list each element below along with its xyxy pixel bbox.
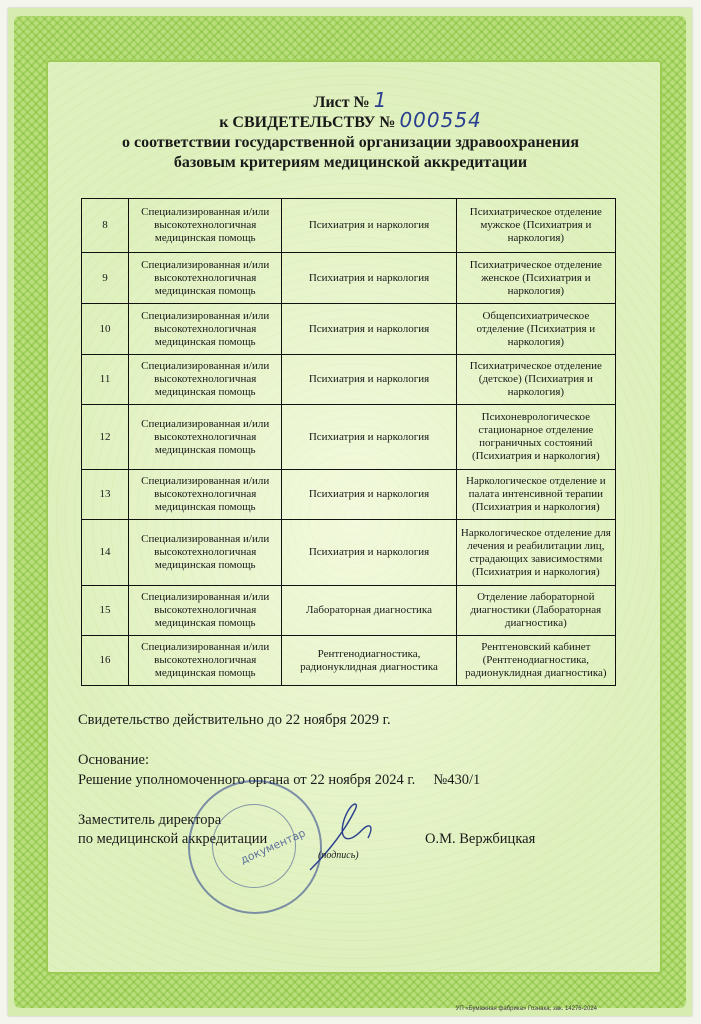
signature-icon [300,790,390,880]
profile-cell: Психиатрия и наркология [282,304,456,355]
row-number: 16 [82,636,129,686]
profile-cell: Психиатрия и наркология [282,355,456,405]
accreditation-table [81,198,616,686]
care-type-cell: Специализированная и/или высокотехнологичная медицинская помощь [129,199,282,253]
basis-label: Основание: [78,752,149,768]
row-number: 14 [82,520,129,586]
row-number: 11 [82,355,129,405]
row-number: 8 [82,199,129,253]
signature-caption: (подпись) [318,850,359,861]
table-row [82,405,616,470]
print-note: УП «Бумажная фабрика» Гознака, зак. 14276-2024 [455,1006,597,1012]
department-cell: Психиатрическое отделение женское (Психиатрия и наркология) [456,253,615,304]
profile-cell: Психиатрия и наркология [282,253,456,304]
department-cell: Психоневрологическое стационарное отделение пограничных состояний (Психиатрия и наркология) [456,405,615,470]
table-row [82,636,616,686]
care-type-cell: Специализированная и/или высокотехнологичная медицинская помощь [129,304,282,355]
row-number: 12 [82,405,129,470]
profile-cell: Лабораторная диагностика [282,586,456,636]
row-number: 15 [82,586,129,636]
basis-decision: Решение уполномоченного органа от 22 ноября 2024 г. [78,772,416,788]
department-cell: Психиатрическое отделение (детское) (Психиатрия и наркология) [456,355,615,405]
certificate-number-handwritten: 000554 [399,108,482,132]
table-row [82,470,616,520]
department-cell: Отделение лабораторной диагностики (Лабораторная диагностика) [456,586,615,636]
care-type-cell: Специализированная и/или высокотехнологичная медицинская помощь [129,253,282,304]
care-type-cell: Специализированная и/или высокотехнологичная медицинская помощь [129,470,282,520]
profile-cell: Психиатрия и наркология [282,405,456,470]
profile-cell: Психиатрия и наркология [282,470,456,520]
profile-cell: Рентгенодиагностика, радионуклидная диагностика [282,636,456,686]
signer-title-1: Заместитель директора [78,812,222,828]
row-number: 13 [82,470,129,520]
row-number: 10 [82,304,129,355]
certificate-number-label: к СВИДЕТЕЛЬСТВУ № [219,114,396,131]
title-line-3: о соответствии государственной организации здравоохранения [122,134,579,151]
care-type-cell: Специализированная и/или высокотехнологичная медицинская помощь [129,586,282,636]
table-row [82,520,616,586]
department-cell: Наркологическое отделение и палата интенсивной терапии (Психиатрия и наркология) [456,470,615,520]
department-cell: Психиатрическое отделение мужское (Психиатрия и наркология) [456,199,615,253]
signer-title-2: по медицинской аккредитации [78,831,268,847]
row-number: 9 [82,253,129,304]
care-type-cell: Специализированная и/или высокотехнологичная медицинская помощь [129,520,282,586]
certificate-number-line [0,110,701,133]
care-type-cell: Специализированная и/или высокотехнологичная медицинская помощь [129,355,282,405]
table-row [82,586,616,636]
department-cell: Наркологическое отделение для лечения и реабилитации лиц, страдающих зависимостями (Психиатрия и наркология) [456,520,615,586]
table-row [82,253,616,304]
table-row [82,199,616,253]
profile-cell: Психиатрия и наркология [282,199,456,253]
sheet-number-label: Лист № [313,94,370,111]
table-row [82,304,616,355]
profile-cell: Психиатрия и наркология [282,520,456,586]
care-type-cell: Специализированная и/или высокотехнологичная медицинская помощь [129,636,282,686]
validity-text: Свидетельство действительно до 22 ноября 2029 г. [78,712,391,728]
seal-text: документар [238,826,308,867]
table-row [82,355,616,405]
sheet-number-handwritten: 1 [373,88,388,112]
department-cell: Рентгеновский кабинет (Рентгенодиагностика, радионуклидная диагностика) [456,636,615,686]
basis-number: №430/1 [433,772,481,788]
signer-name: О.М. Вержбицкая [425,831,536,847]
department-cell: Общепсихиатрическое отделение (Психиатрия и наркология) [456,304,615,355]
care-type-cell: Специализированная и/или высокотехнологичная медицинская помощь [129,405,282,470]
title-line-4: базовым критериям медицинской аккредитации [173,154,528,171]
